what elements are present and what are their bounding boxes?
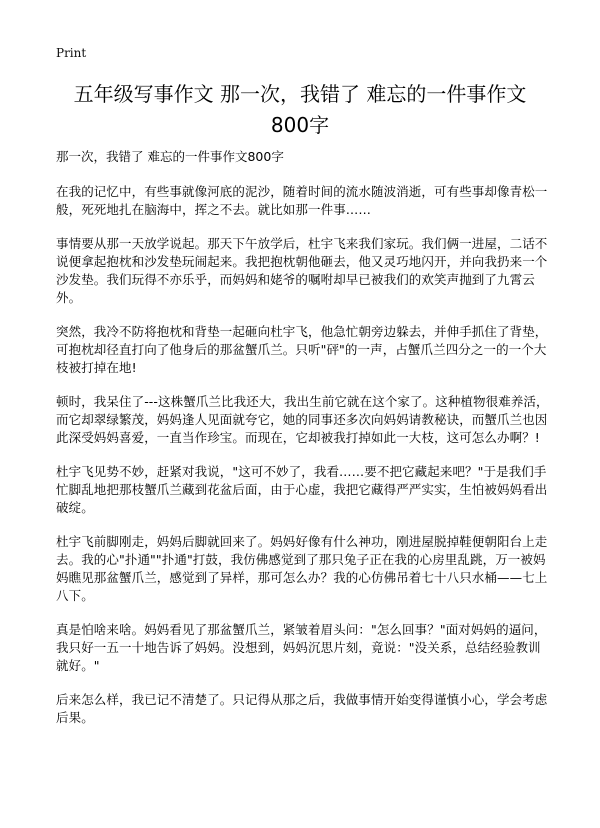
paragraph-3: 突然，我冷不防将抱枕和背垫一起砸向杜宇飞，他急忙朝旁边躲去，并伸手抓住了背垫，可抱枕却径直打向了他身后的那盆蟹爪兰。只听"砰"的一声，占蟹爪兰四分之一的一个大枝被打掉在地! xyxy=(56,324,548,375)
print-link[interactable]: Print xyxy=(56,46,87,60)
title-line-2: 800字 xyxy=(270,113,330,137)
paragraph-2: 事情要从那一天放学说起。那天下午放学后，杜宇飞来我们家玩。我们俩一进屋，二话不说便拿起抱枕和沙发垫玩闹起来。我把抱枕朝他砸去，他又灵巧地闪开，并向我扔来一个沙发垫。我们玩得不亦乐乎，而妈妈和姥爷的嘱咐却早已被我们的欢笑声抛到了九霄云外。 xyxy=(56,236,548,305)
paragraph-8: 后来怎么样，我已记不清楚了。只记得从那之后，我做事情开始变得谨慎小心，学会考虑后果。 xyxy=(56,692,548,725)
article-subtitle: 那一次，我错了 难忘的一件事作文800字 xyxy=(56,149,284,164)
article-body xyxy=(56,148,552,743)
title-line-1: 五年级写事作文 那一次，我错了 难忘的一件事作文 xyxy=(73,82,527,106)
page-title xyxy=(40,79,560,141)
paragraph-7: 真是怕啥来啥。妈妈看见了那盆蟹爪兰，紧皱着眉头问："怎么回事？"面对妈妈的逼问，我只好一五一十地告诉了妈妈。没想到，妈妈沉思片刻，竟说："没关系，总结经验教训就好。" xyxy=(56,622,547,673)
paragraph-1: 在我的记忆中，有些事就像河底的泥沙，随着时间的流水随波消逝，可有些事却像青松一般，死死地扎在脑海中，挥之不去。就比如那一件事…… xyxy=(56,184,548,217)
paragraph-6: 杜宇飞前脚刚走，妈妈后脚就回来了。妈妈好像有什么神功，刚进屋脱掉鞋便朝阳台上走去。我的心"扑通""扑通"打鼓，我仿佛感觉到了那只兔子正在我的心房里乱跳，万一被妈妈瞧见那盆蟹爪兰，感觉到了异样，那可怎么办？我的心仿佛吊着七十八只水桶——七上八下。 xyxy=(56,534,548,603)
paragraph-5: 杜宇飞见势不妙，赶紧对我说，"这可不妙了，我看……要不把它藏起来吧？"于是我们手忙脚乱地把那枝蟹爪兰藏到花盆后面，由于心虚，我把它藏得严严实实，生怕被妈妈看出破绽。 xyxy=(56,464,548,515)
paragraph-4: 顿时，我呆住了---这株蟹爪兰比我还大，我出生前它就在这个家了。这种植物很难养活，而它却翠绿繁茂，妈妈逢人见面就夸它，她的同事还多次向妈妈请教秘诀，而蟹爪兰也因此深受妈妈喜爱，一直当作珍宝。而现在，它却被我打掉如此一大枝，这可怎么办啊？! xyxy=(56,394,549,445)
